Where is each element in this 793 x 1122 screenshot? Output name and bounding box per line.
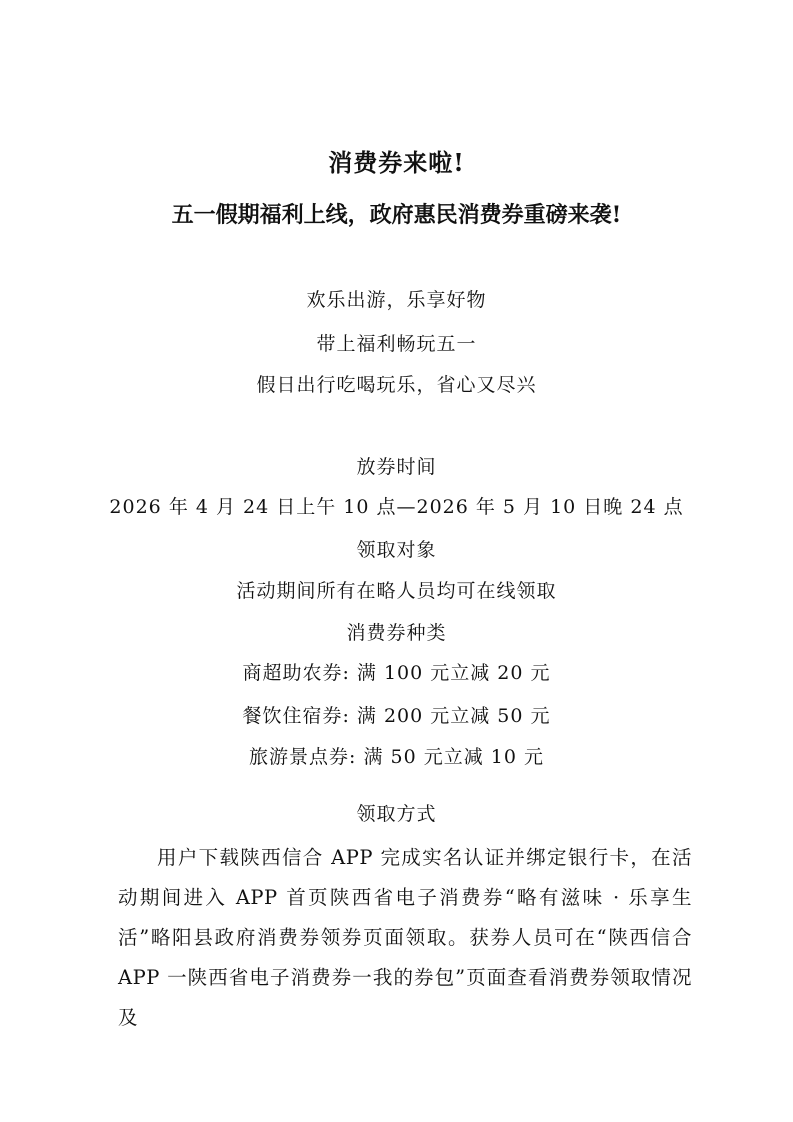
method-heading: 领取方式: [356, 803, 437, 825]
document-subtitle: 五一假期福利上线，政府惠民消费券重磅来袭!: [171, 202, 622, 228]
document-title: 消费券来啦!: [328, 148, 465, 177]
coupon-type-item-2: 餐饮住宿券: 满 200 元立减 50 元: [242, 705, 551, 727]
coupon-types-heading: 消费券种类: [346, 622, 447, 644]
coupon-type-item-3: 旅游景点券: 满 50 元立减 10 元: [249, 746, 544, 768]
slogan-line-1: 欢乐出游，乐享好物: [306, 289, 487, 311]
target-text: 活动期间所有在略人员均可在线领取: [236, 580, 557, 602]
release-time-text: 2026 年 4 月 24 日上午 10 点—2026 年 5 月 10 日晚 24 点: [109, 496, 684, 518]
target-heading: 领取对象: [356, 539, 437, 561]
slogan-line-3: 假日出行吃喝玩乐，省心又尽兴: [256, 374, 537, 396]
method-paragraph: 用户下载陕西信合 APP 完成实名认证并绑定银行卡，在活动期间进入 APP 首页陕西省电子消费券“略有滋味 · 乐享生活”略阳县政府消费券领券页面领取。获券人员可在“陕西信合 APP 一陕西省电子消费券一我的券包”页面查看消费券领取情况及: [118, 846, 692, 1029]
release-time-heading: 放券时间: [356, 456, 437, 478]
slogan-line-2: 带上福利畅玩五一: [316, 333, 477, 355]
coupon-type-item-1: 商超助农券: 满 100 元立减 20 元: [242, 662, 551, 684]
